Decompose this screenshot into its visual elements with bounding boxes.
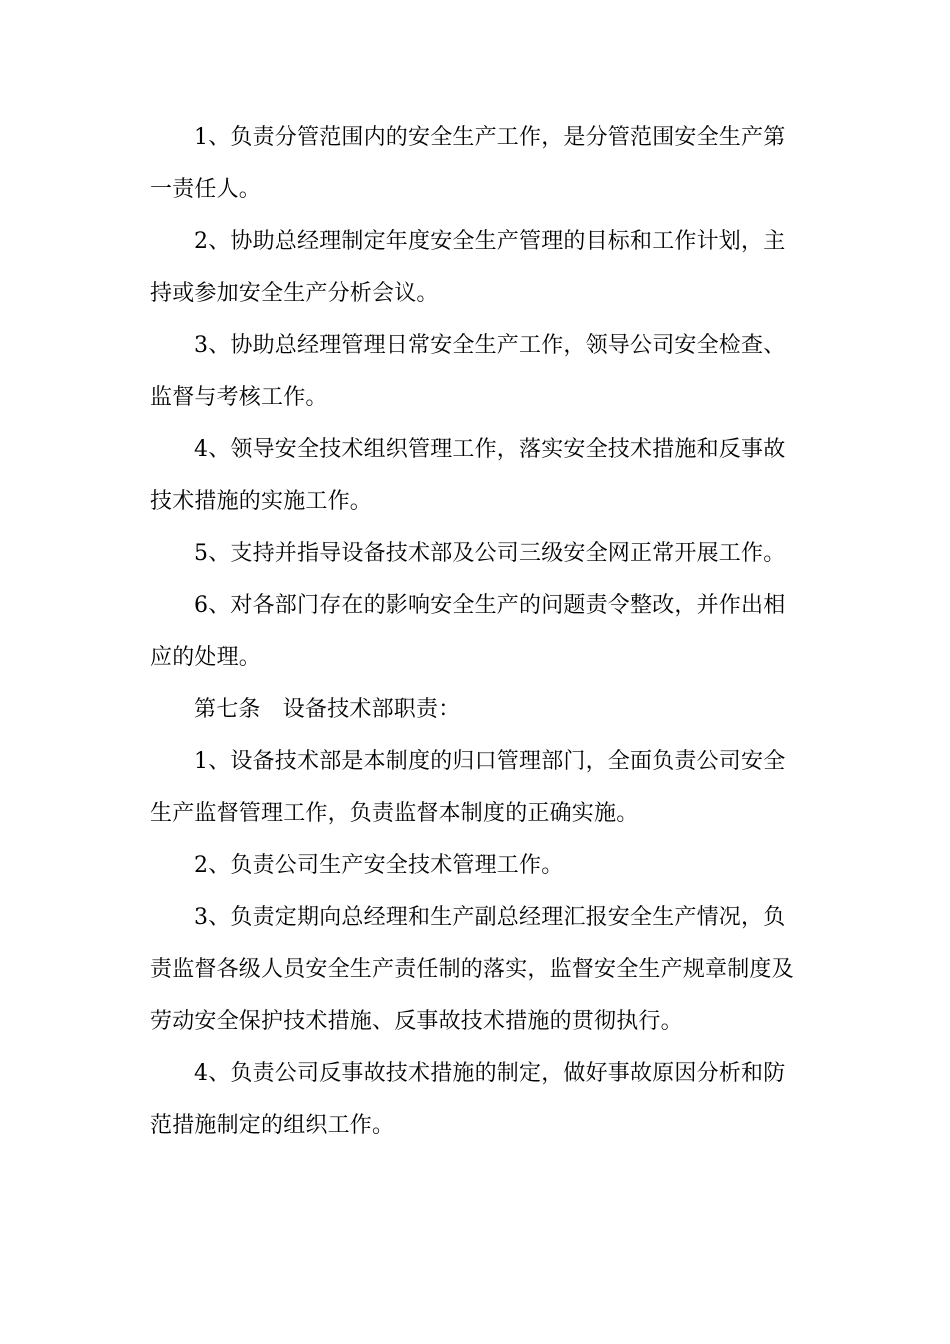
text-line: 1、设备技术部是本制度的归口管理部门，全面负责公司安全 [194, 749, 786, 774]
text-line: 3、协助总经理管理日常安全生产工作，领导公司安全检查、 [194, 333, 786, 358]
text-line: 持或参加安全生产分析会议。 [150, 281, 439, 306]
text-line: 技术措施的实施工作。 [150, 489, 373, 514]
document-body [150, 112, 800, 1152]
text-line: 2、负责公司生产安全技术管理工作。 [194, 853, 564, 878]
text-line: 一责任人。 [150, 177, 262, 202]
text-line: 5、支持并指导设备技术部及公司三级安全网正常开展工作。 [194, 541, 786, 566]
text-line: 4、领导安全技术组织管理工作，落实安全技术措施和反事故 [194, 437, 786, 462]
text-line: 6、对各部门存在的影响安全生产的问题责令整改，并作出相 [194, 593, 786, 618]
text-line: 生产监督管理工作，负责监督本制度的正确实施。 [150, 801, 639, 826]
text-line: 2、协助总经理制定年度安全生产管理的目标和工作计划，主 [194, 229, 786, 254]
text-line: 1、负责分管范围内的安全生产工作，是分管范围安全生产第 [194, 125, 786, 150]
text-line: 范措施制定的组织工作。 [150, 1113, 395, 1138]
text-line: 责监督各级人员安全生产责任制的落实，监督安全生产规章制度及 [150, 957, 794, 982]
section-heading: 第七条 设备技术部职责： [194, 697, 461, 722]
text-line: 劳动安全保护技术措施、反事故技术措施的贯彻执行。 [150, 1009, 683, 1034]
text-line: 3、负责定期向总经理和生产副总经理汇报安全生产情况，负 [194, 905, 786, 930]
text-line: 应的处理。 [150, 645, 262, 670]
text-line: 4、负责公司反事故技术措施的制定，做好事故原因分析和防 [194, 1061, 786, 1086]
text-line: 监督与考核工作。 [150, 385, 328, 410]
